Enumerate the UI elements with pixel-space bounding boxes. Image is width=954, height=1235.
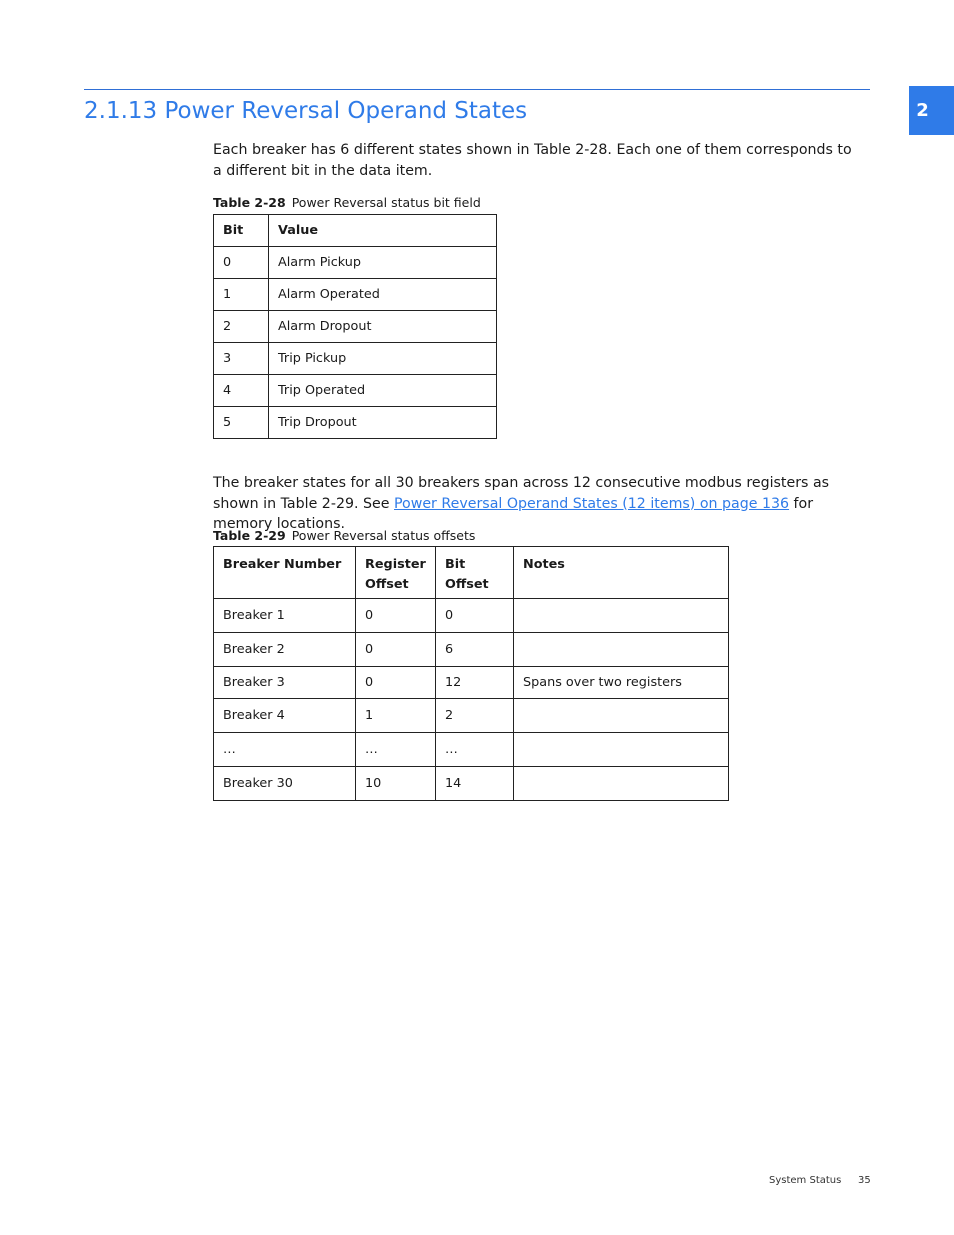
register-offset-cell: 0 (356, 633, 436, 667)
column-header-breaker-number: Breaker Number (214, 547, 356, 599)
table-row (214, 599, 729, 633)
bit-cell: 1 (214, 279, 269, 311)
table-row (214, 699, 729, 733)
register-offset-cell: 0 (356, 599, 436, 633)
table-header-row (214, 547, 729, 599)
register-offset-cell: 10 (356, 767, 436, 801)
table-header-row (214, 215, 497, 247)
bit-offset-cell: 0 (436, 599, 514, 633)
value-cell: Trip Operated (269, 375, 497, 407)
bit-offset-cell: 12 (436, 667, 514, 699)
bit-offset-cell: 14 (436, 767, 514, 801)
breaker-cell: Breaker 4 (214, 699, 356, 733)
footer-section-name: System Status (769, 1175, 842, 1186)
table-row (214, 343, 497, 375)
table1-caption-label: Table 2-28 (213, 195, 286, 210)
table2-caption-label: Table 2-29 (213, 528, 286, 543)
bit-cell: 4 (214, 375, 269, 407)
notes-cell (514, 633, 729, 667)
breaker-cell: Breaker 30 (214, 767, 356, 801)
notes-cell (514, 699, 729, 733)
table2-caption (213, 528, 475, 543)
offsets-paragraph-tail: for memory locations. (213, 495, 814, 532)
bit-offset-cell: … (436, 733, 514, 767)
bit-offset-cell: 6 (436, 633, 514, 667)
header-rule (84, 89, 870, 90)
section-title: 2.1.13 Power Reversal Operand States (84, 98, 528, 124)
register-offset-cell: 0 (356, 667, 436, 699)
breaker-cell: Breaker 1 (214, 599, 356, 633)
table-row (214, 407, 497, 439)
table-row (214, 247, 497, 279)
value-cell: Alarm Operated (269, 279, 497, 311)
status-bit-field-table (213, 214, 497, 439)
column-header-bit: Bit (214, 215, 269, 247)
notes-cell: Spans over two registers (514, 667, 729, 699)
bit-cell: 5 (214, 407, 269, 439)
table-row (214, 667, 729, 699)
value-cell: Trip Dropout (269, 407, 497, 439)
column-header-value: Value (269, 215, 497, 247)
table1-caption (213, 195, 481, 210)
breaker-cell: Breaker 2 (214, 633, 356, 667)
value-cell: Trip Pickup (269, 343, 497, 375)
notes-cell (514, 767, 729, 801)
column-header-register-offset: Register Offset (356, 547, 436, 599)
column-header-notes: Notes (514, 547, 729, 599)
status-offsets-table (213, 546, 729, 801)
intro-paragraph: Each breaker has 6 different states shown in Table 2-28. Each one of them corresponds to a different bit in the data item. (213, 142, 852, 179)
memory-locations-link[interactable]: Power Reversal Operand States (12 items) on page 136 (394, 495, 790, 512)
value-cell: Alarm Pickup (269, 247, 497, 279)
table2-caption-text: Power Reversal status offsets (291, 528, 476, 543)
register-offset-cell: 1 (356, 699, 436, 733)
bit-cell: 2 (214, 311, 269, 343)
bit-cell: 3 (214, 343, 269, 375)
footer-page-number: 35 (858, 1175, 871, 1186)
column-header-bit-offset: Bit Offset (436, 547, 514, 599)
table-row (214, 311, 497, 343)
value-cell: Alarm Dropout (269, 311, 497, 343)
breaker-cell: Breaker 3 (214, 667, 356, 699)
table-row (214, 375, 497, 407)
notes-cell (514, 733, 729, 767)
table-row (214, 633, 729, 667)
table1-caption-text: Power Reversal status bit field (291, 195, 481, 210)
table-row (214, 767, 729, 801)
register-offset-cell: … (356, 733, 436, 767)
breaker-cell: … (214, 733, 356, 767)
chapter-tab: 2 (909, 86, 954, 135)
offsets-paragraph (213, 473, 863, 535)
table-row (214, 279, 497, 311)
notes-cell (514, 599, 729, 633)
bit-cell: 0 (214, 247, 269, 279)
table-row (214, 733, 729, 767)
bit-offset-cell: 2 (436, 699, 514, 733)
offsets-paragraph-text: The breaker states for all 30 breakers span across 12 consecutive modbus registers as shown in Table 2-29. See (213, 475, 830, 512)
